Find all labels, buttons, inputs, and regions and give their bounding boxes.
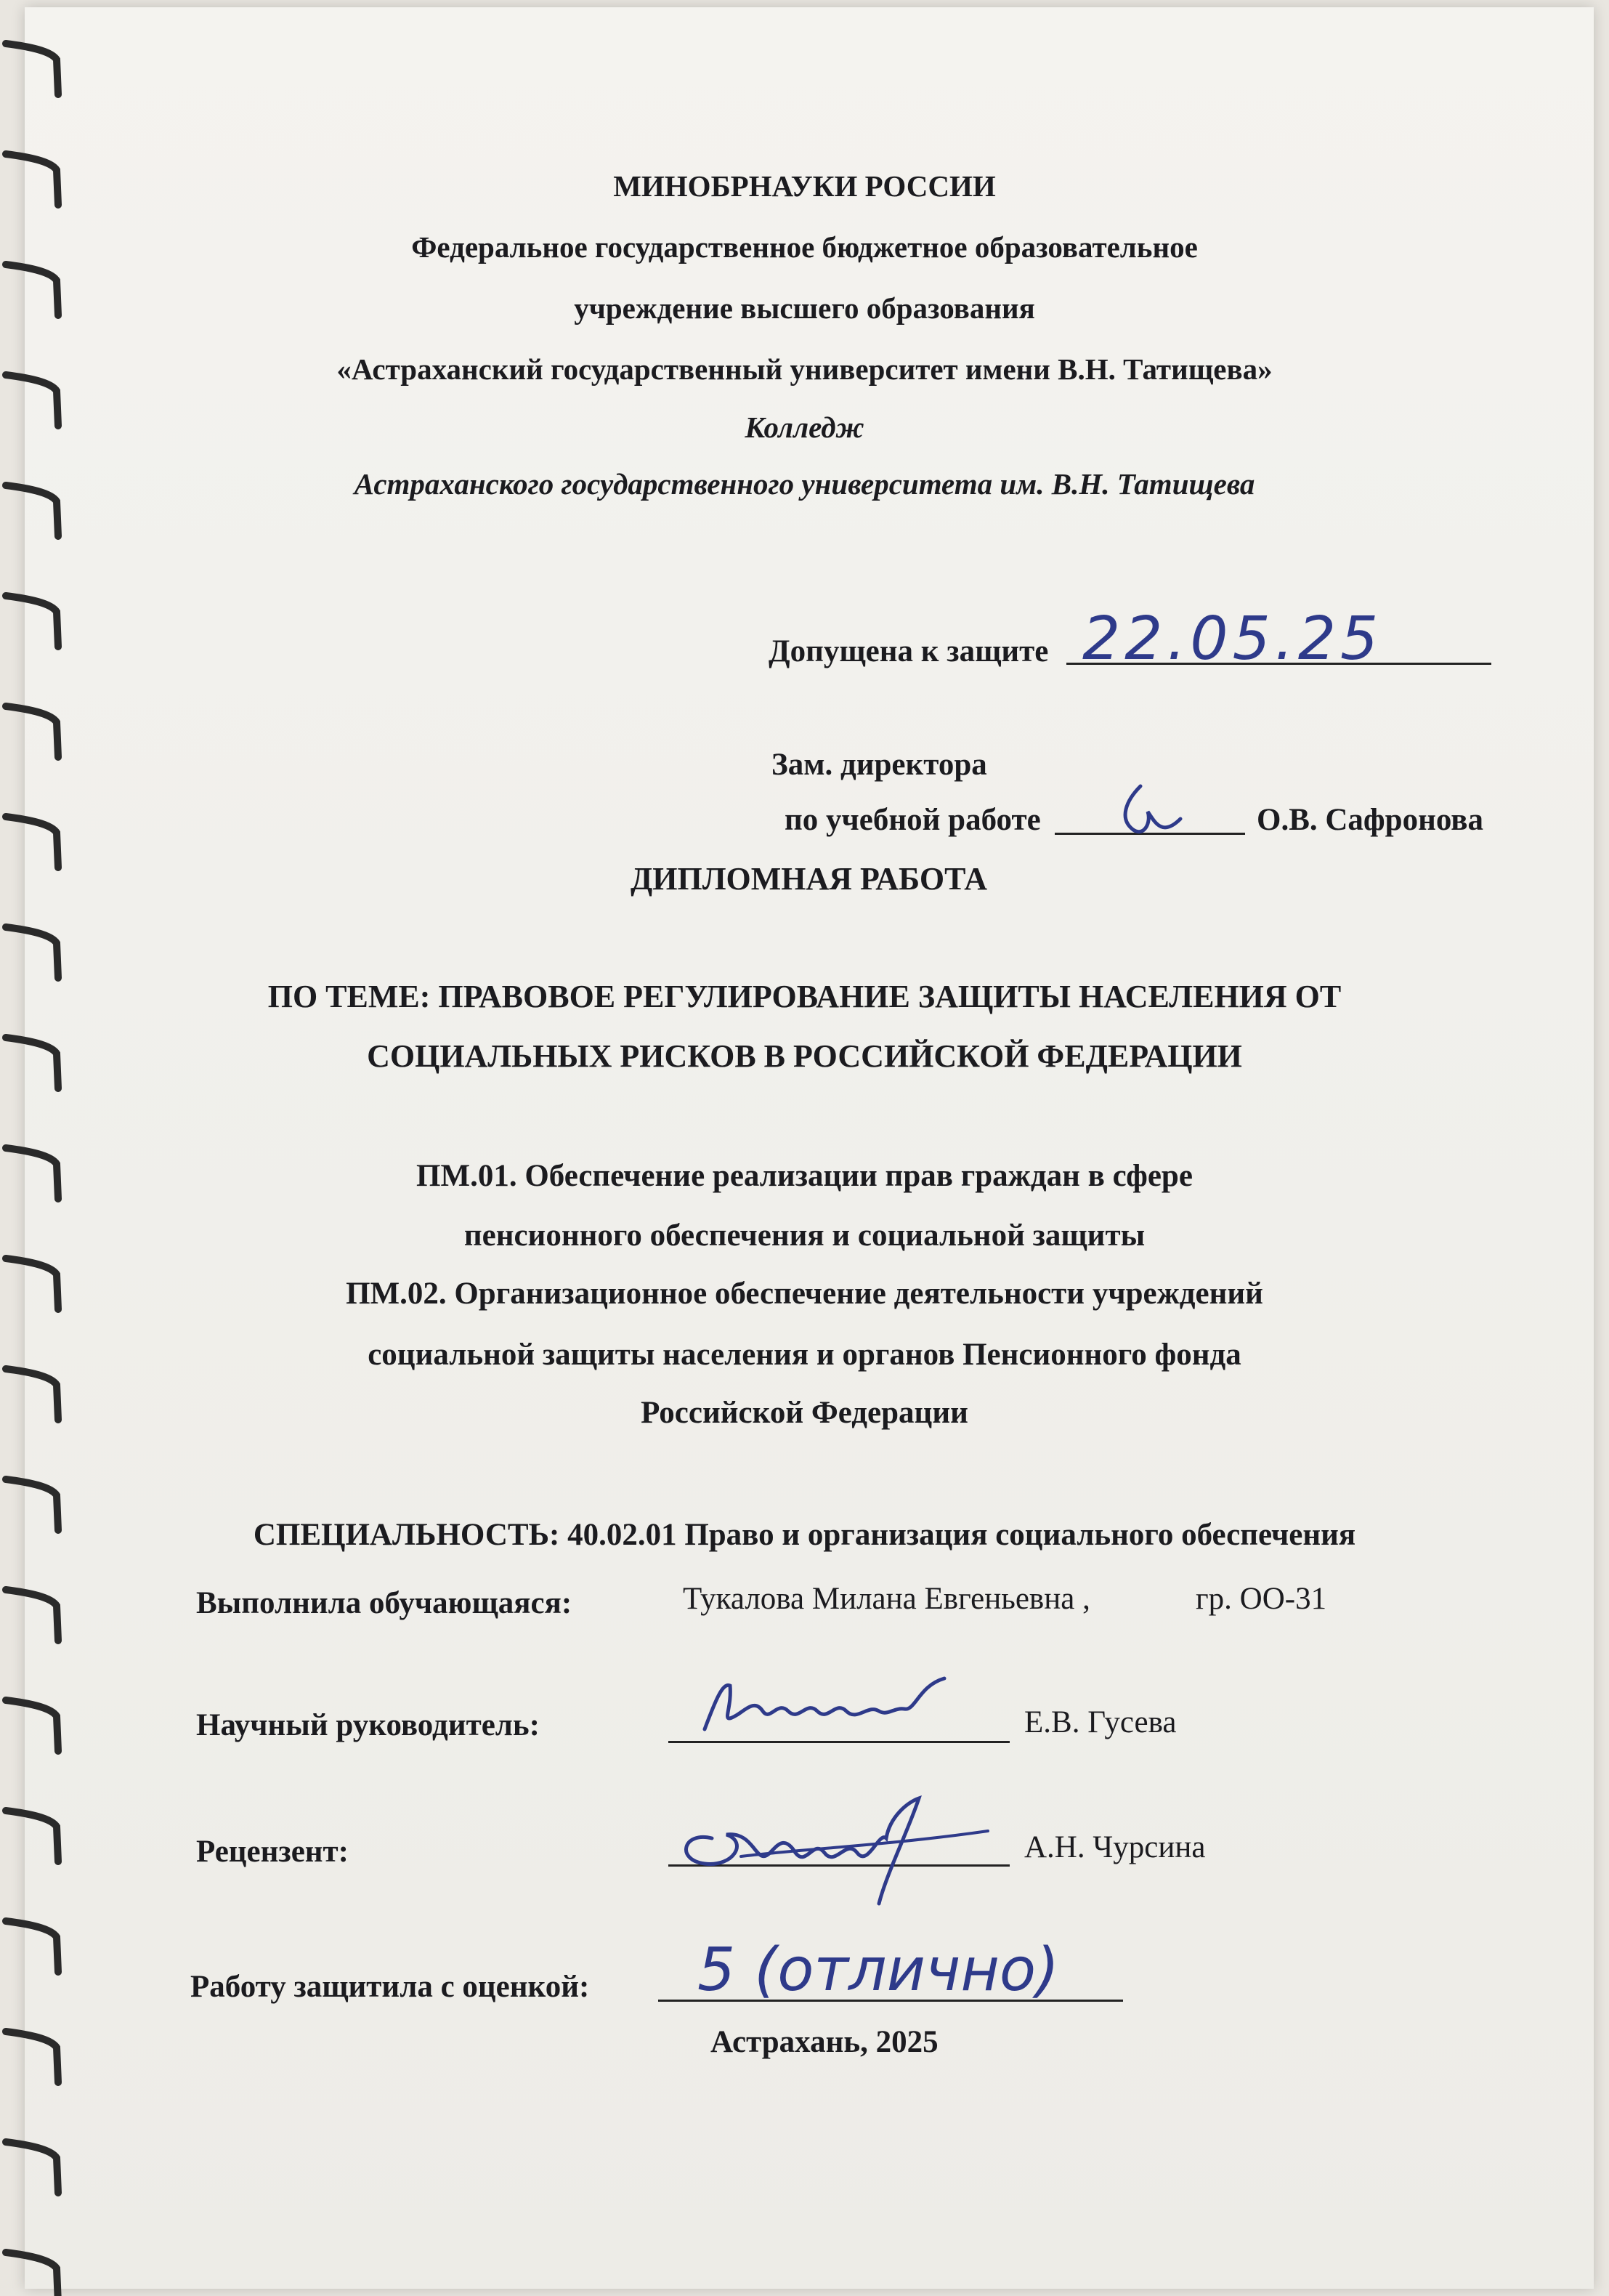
binding-coil (6, 44, 58, 94)
binding-coil (6, 596, 58, 647)
binding-coil (6, 2252, 58, 2296)
institution-line-1: Федеральное государственное бюджетное образовательное (411, 230, 1198, 264)
deputy-role: по учебной работе (785, 803, 1041, 837)
student-name: Тукалова Милана Евгеньевна , (683, 1582, 1090, 1616)
specialty: СПЕЦИАЛЬНОСТЬ: 40.02.01 Право и организация социального обеспечения (253, 1518, 1356, 1552)
advisor-label: Научный руководитель: (196, 1708, 540, 1742)
binding-coil (6, 2142, 58, 2193)
binding-coil (6, 927, 58, 978)
binding-coil (6, 1811, 58, 1862)
binding-coil (6, 706, 58, 757)
grade-label: Работу защитила с оценкой: (190, 1970, 590, 2004)
grade-handwritten: 5 (отлично) (697, 1936, 1060, 2005)
pm01-line-2: пенсионного обеспечения и социальной защиты (463, 1218, 1146, 1253)
deputy-label: Зам. директора (771, 748, 987, 782)
college-line-2: Астраханского государственного университета им. В.Н. Татищева (354, 467, 1255, 501)
student-label: Выполнила обучающаяся: (196, 1586, 572, 1620)
advisor-signature (697, 1671, 1002, 1744)
topic-line-1: ПО ТЕМЕ: ПРАВОВОЕ РЕГУЛИРОВАНИЕ ЗАЩИТЫ НАСЕЛЕНИЯ ОТ (267, 979, 1342, 1014)
advisor-name: Е.В. Гусева (1024, 1705, 1177, 1739)
reviewer-label: Рецензент: (196, 1835, 349, 1869)
reviewer-signature (668, 1787, 1002, 1911)
binding-coil (6, 1590, 58, 1641)
ministry-heading: МИНОБРНАУКИ РОССИИ (613, 169, 996, 203)
binding-coil (6, 1700, 58, 1751)
university-name: «Астраханский государственный университет имени В.Н. Татищева» (336, 352, 1273, 386)
pm02-line-3: Российской Федерации (641, 1396, 968, 1430)
admitted-label: Допущена к защите (769, 634, 1049, 668)
deputy-signature (1111, 779, 1199, 852)
city-year: Астрахань, 2025 (710, 2025, 939, 2059)
institution-line-2: учреждение высшего образования (574, 291, 1035, 325)
binding-coil (6, 1921, 58, 1972)
binding-coil (6, 817, 58, 868)
deputy-name: О.В. Сафронова (1257, 803, 1484, 837)
college-label: Колледж (745, 411, 864, 444)
binding-coil (6, 2032, 58, 2082)
topic-line-2: СОЦИАЛЬНЫХ РИСКОВ В РОССИЙСКОЙ ФЕДЕРАЦИИ (367, 1038, 1242, 1074)
pm02-line-1: ПМ.02. Организационное обеспечение деятельности учреждений (346, 1277, 1263, 1311)
admitted-date-handwritten: 22.05.25 (1082, 605, 1383, 674)
pm02-line-2: социальной защиты населения и органов Пенсионного фонда (368, 1338, 1241, 1372)
reviewer-name: А.Н. Чурсина (1024, 1830, 1206, 1864)
pm01-line-1: ПМ.01. Обеспечение реализации прав граждан в сфере (416, 1159, 1193, 1193)
spiral-binding (0, 0, 80, 2296)
work-type-title: ДИПЛОМНАЯ РАБОТА (631, 861, 988, 897)
student-group: гр. ОО-31 (1196, 1582, 1327, 1616)
